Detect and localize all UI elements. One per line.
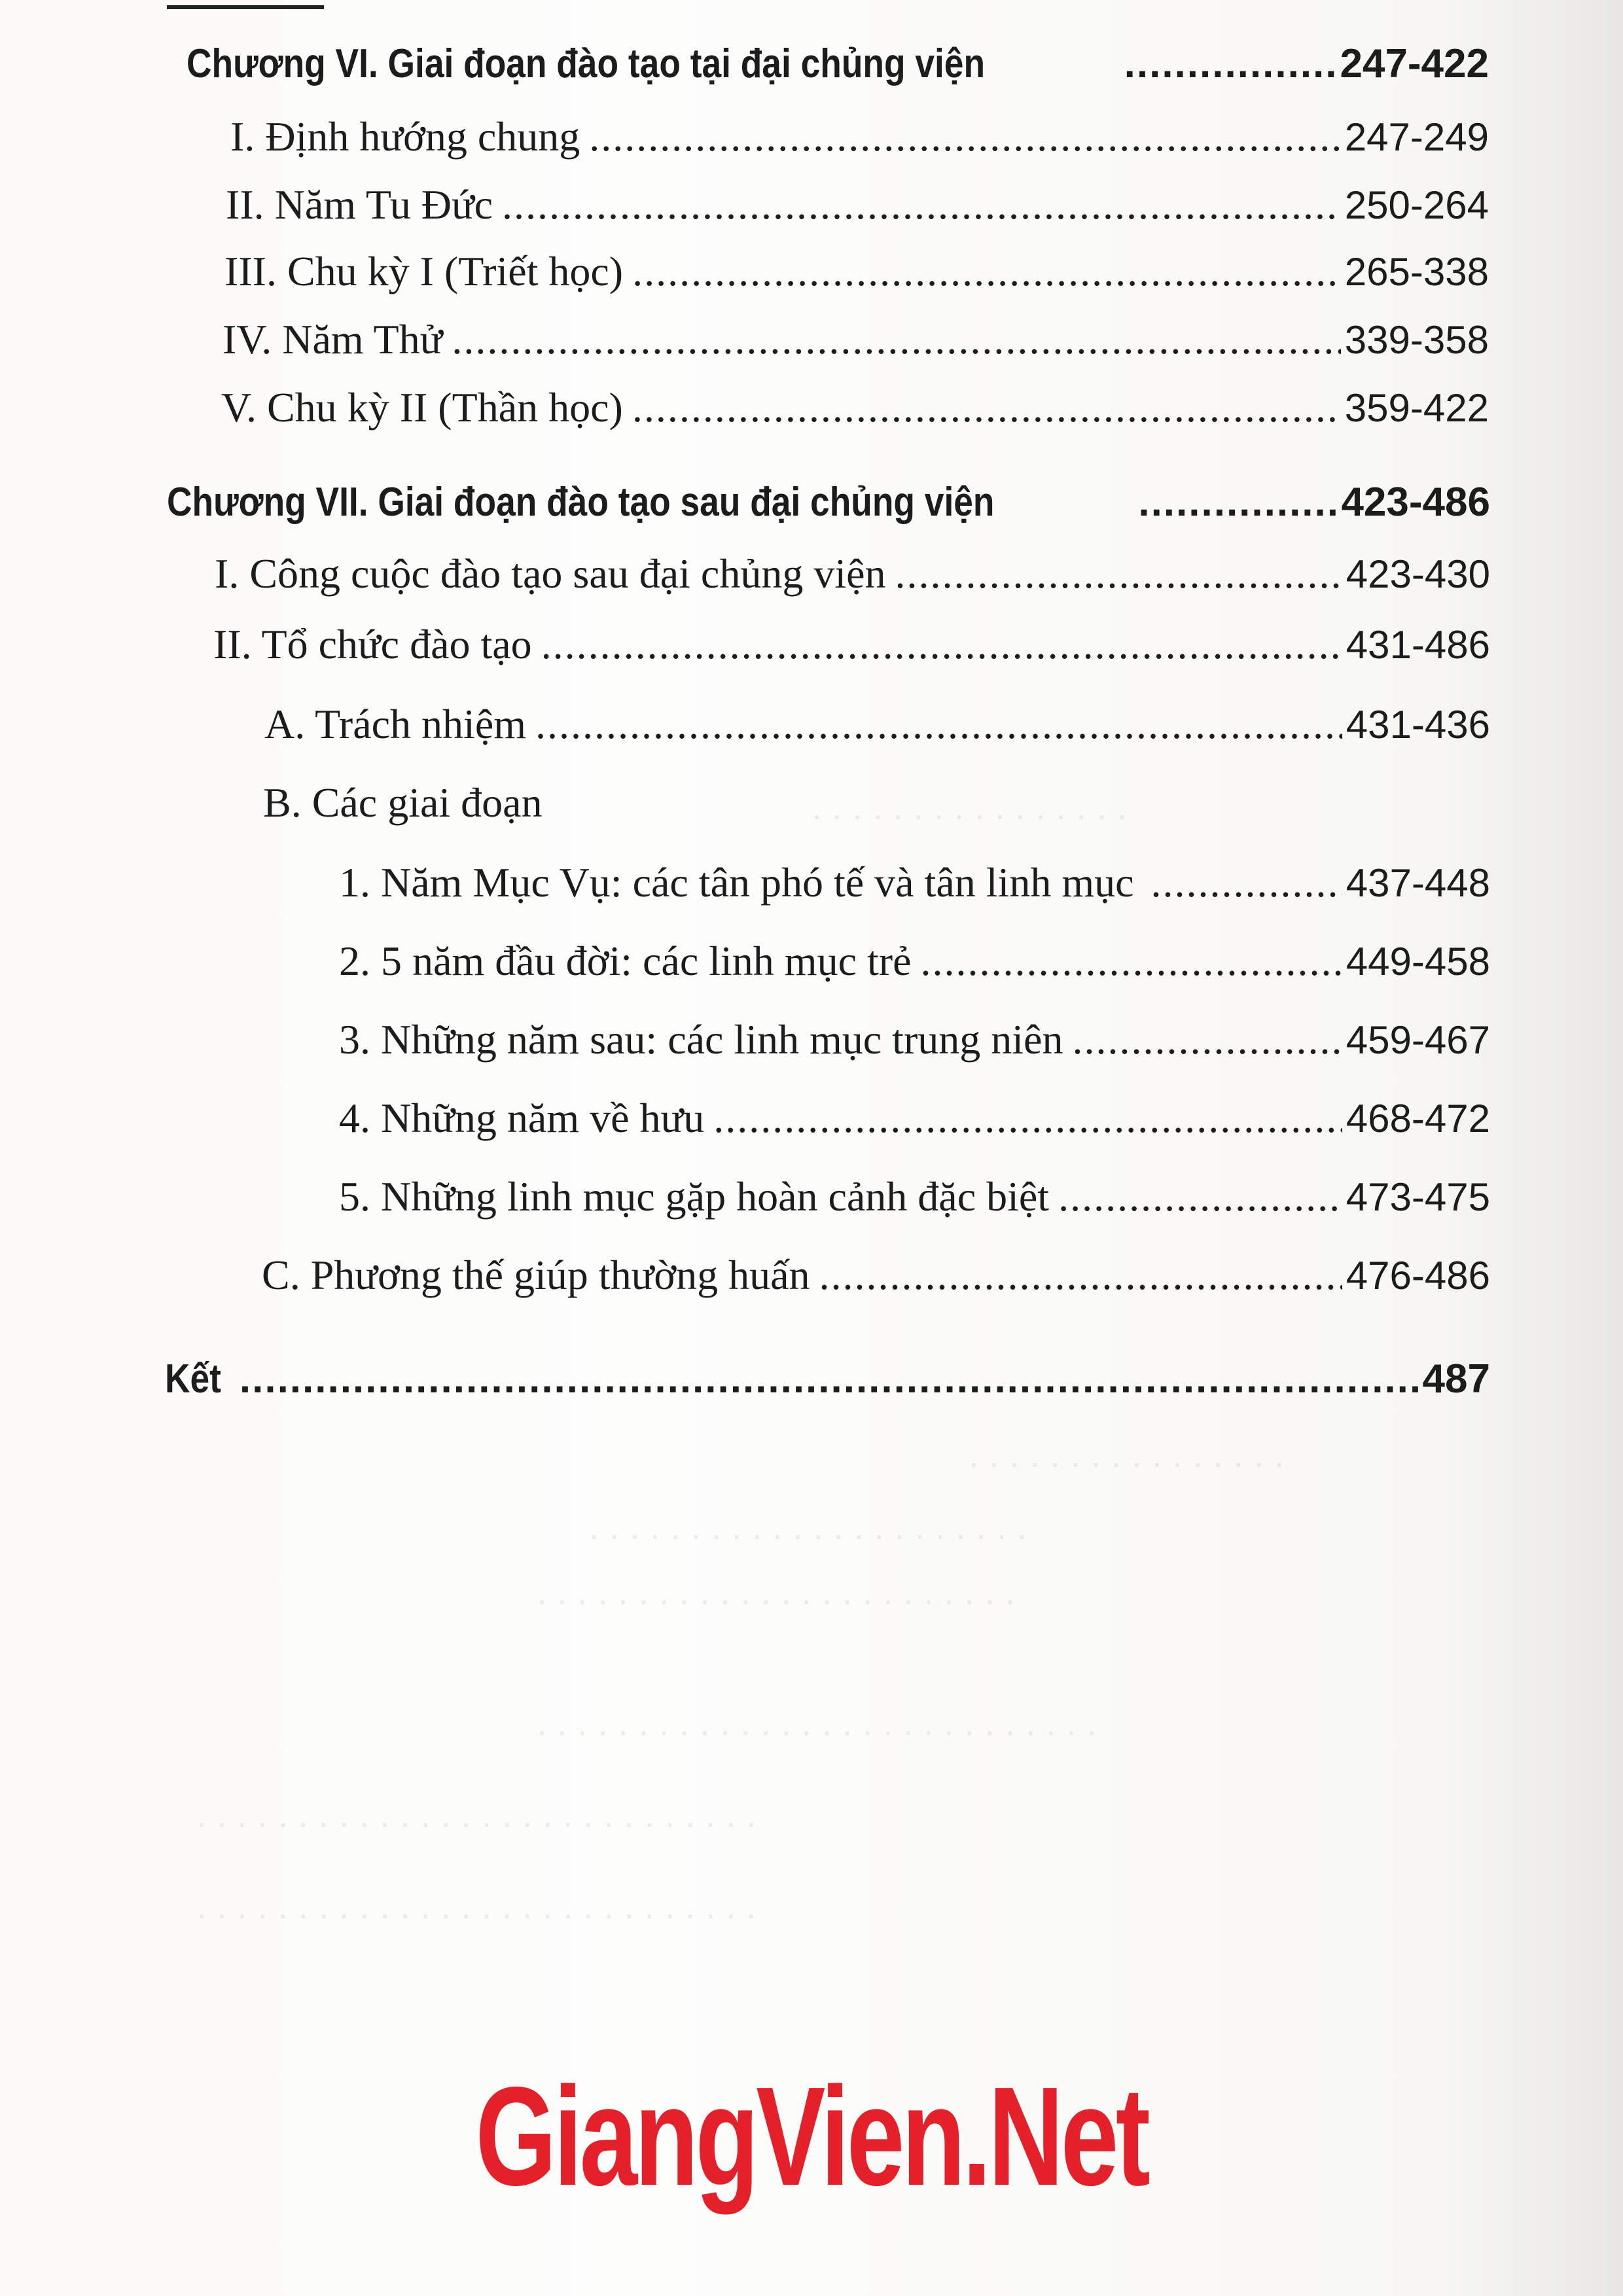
toc-page-range: 339-358 bbox=[1344, 318, 1489, 362]
toc-entry bbox=[339, 858, 1490, 907]
dot-leader bbox=[1151, 858, 1342, 907]
toc-entry-label: V. Chu kỳ II (Thần học) bbox=[221, 384, 623, 431]
dot-leader bbox=[541, 620, 1342, 669]
dot-leader bbox=[535, 700, 1342, 749]
toc-chapter-label: Chương VII. Giai đoạn đào tạo sau đại chủng viện bbox=[167, 480, 995, 525]
toc-page-range: 431-436 bbox=[1346, 703, 1490, 747]
dot-leader bbox=[1072, 1016, 1342, 1064]
toc-entry-label: 5. Những linh mục gặp hoàn cảnh đặc biệt bbox=[339, 1173, 1050, 1220]
toc-page-range: 459-467 bbox=[1346, 1018, 1490, 1062]
toc-page-range: 250-264 bbox=[1344, 183, 1489, 227]
toc-entry-label: I. Công cuộc đào tạo sau đại chủng viện bbox=[215, 550, 886, 597]
toc-entry-label: 3. Những năm sau: các linh mục trung niên bbox=[339, 1016, 1063, 1063]
toc-entry-label: 1. Năm Mục Vụ: các tân phó tế và tân linh mục bbox=[339, 859, 1134, 906]
reverse-side-show-through: . . . . . . . . . . . . . . . . . . . . . . . . . . . . . . . . . . . . . . . . . . . . . . . . . . . . . . . . . . . . . . . . . . . . . . . . . . . . . . . . . . . . . . . . . . . . . . . . . . . . . . . . . . . . . . . . . . . . . . . . . . . . . . . . . . . . . . . . . . . . . . . . . . . . . . . . . . . . . . . . . . bbox=[196, 786, 1285, 1926]
toc-entry bbox=[264, 700, 1490, 749]
toc-entry-label: 4. Những năm về hưu bbox=[339, 1095, 705, 1141]
dot-leader bbox=[819, 1251, 1342, 1299]
toc-page-range: 487 bbox=[1422, 1356, 1490, 1402]
dot-leader bbox=[502, 181, 1341, 229]
toc-entry bbox=[339, 937, 1490, 985]
toc-chapter-7 bbox=[167, 479, 1490, 525]
dot-leader bbox=[632, 383, 1341, 432]
toc-page-range: 247-422 bbox=[1340, 41, 1489, 86]
toc-entry-label: A. Trách nhiệm bbox=[264, 701, 526, 747]
toc-chapter-6 bbox=[187, 41, 1489, 87]
toc-conclusion bbox=[165, 1356, 1490, 1402]
dot-leader bbox=[713, 1094, 1342, 1142]
toc-page-range: 449-458 bbox=[1346, 940, 1490, 983]
toc-entry-heading bbox=[263, 779, 543, 827]
dot-leader bbox=[920, 937, 1342, 985]
toc-entry-label: B. Các giai đoạn bbox=[263, 779, 543, 826]
toc-entry bbox=[230, 113, 1489, 161]
toc-entry-label: III. Chu kỳ I (Triết học) bbox=[224, 248, 624, 294]
toc-entry-label: I. Định hướng chung bbox=[230, 113, 580, 160]
toc-entry-label: C. Phương thế giúp thường huấn bbox=[262, 1252, 810, 1298]
dot-leader bbox=[1058, 1173, 1342, 1221]
watermark-logo: GiangVien.Net bbox=[475, 2057, 1148, 2215]
toc-entry-label: II. Năm Tu Đức bbox=[226, 181, 493, 228]
toc-entry bbox=[215, 550, 1490, 598]
toc-page-range: 423-430 bbox=[1346, 552, 1490, 596]
toc-page-range: 431-486 bbox=[1346, 623, 1490, 667]
toc-entry bbox=[221, 383, 1489, 432]
toc-entry bbox=[339, 1016, 1490, 1064]
toc-page-range: 468-472 bbox=[1346, 1097, 1490, 1140]
toc-entry-label: II. Tổ chức đào tạo bbox=[213, 621, 532, 667]
toc-entry-label: 2. 5 năm đầu đời: các linh mục trẻ bbox=[339, 938, 912, 984]
toc-entry bbox=[262, 1251, 1490, 1299]
dot-leader bbox=[452, 315, 1340, 364]
toc-entry bbox=[226, 181, 1489, 229]
dot-leader bbox=[1124, 41, 1336, 87]
toc-entry-label: IV. Năm Thử bbox=[223, 316, 443, 362]
dot-leader bbox=[589, 113, 1341, 161]
toc-entry bbox=[224, 247, 1489, 296]
dot-leader bbox=[632, 247, 1341, 296]
toc-page-range: 423-486 bbox=[1341, 480, 1490, 525]
dot-leader bbox=[895, 550, 1342, 598]
toc-page-range: 437-448 bbox=[1346, 861, 1490, 905]
toc-page-range: 359-422 bbox=[1344, 386, 1489, 430]
toc-entry bbox=[213, 620, 1490, 669]
toc-page-range: 476-486 bbox=[1346, 1254, 1490, 1298]
dot-leader bbox=[240, 1356, 1419, 1402]
toc-entry bbox=[223, 315, 1489, 364]
toc-page-range: 473-475 bbox=[1346, 1175, 1490, 1219]
toc-page-range: 247-249 bbox=[1344, 115, 1489, 159]
toc-entry bbox=[339, 1173, 1490, 1221]
dot-leader bbox=[1138, 479, 1337, 525]
toc-chapter-label: Chương VI. Giai đoạn đào tạo tại đại chủng viện bbox=[187, 41, 986, 86]
toc-entry bbox=[339, 1094, 1490, 1142]
toc-page-range: 265-338 bbox=[1344, 250, 1489, 294]
toc-chapter-label: Kết bbox=[165, 1356, 221, 1402]
